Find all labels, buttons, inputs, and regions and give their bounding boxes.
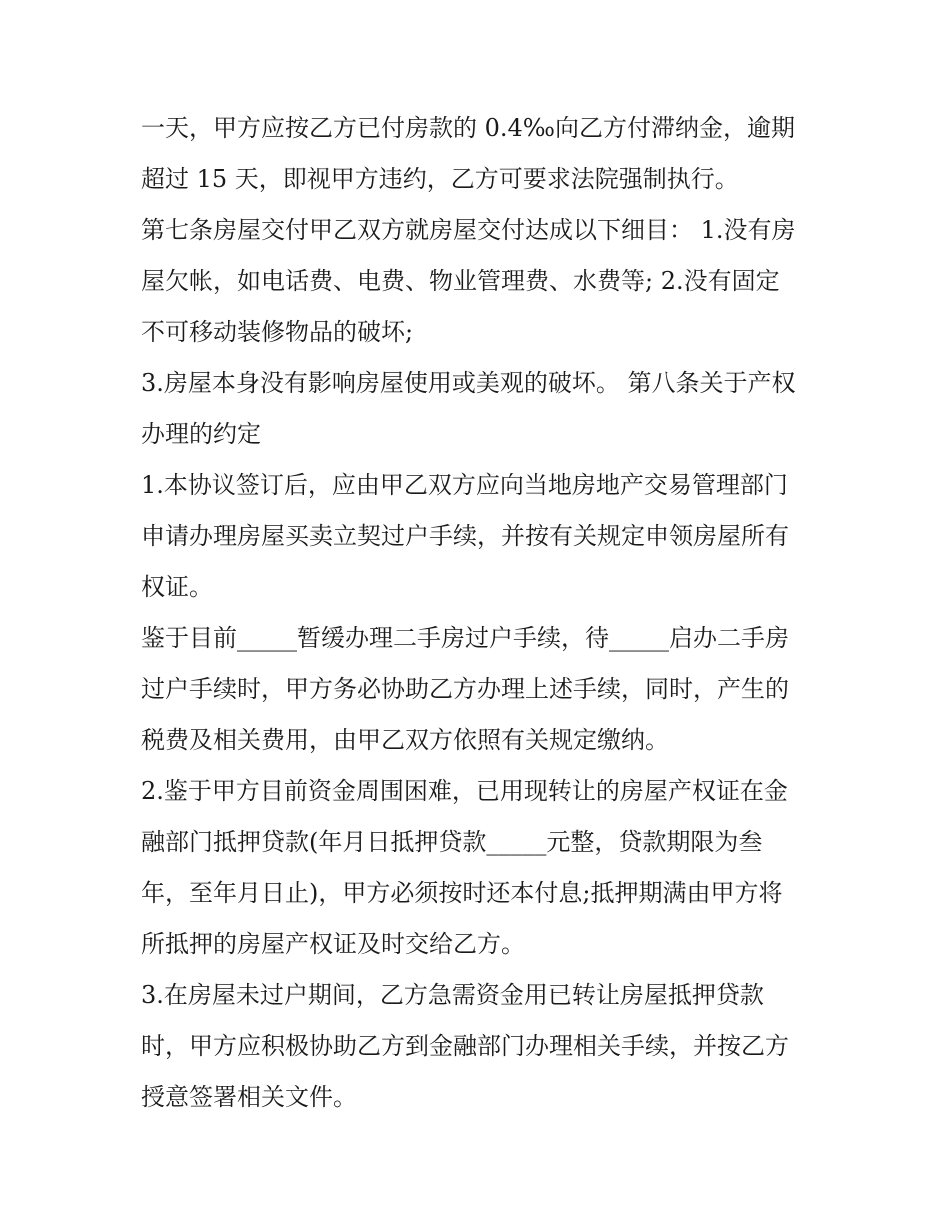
text-line: 不可移动装修物品的破坏;: [141, 318, 414, 346]
text-line: 年，至年月日止)，甲方必须按时还本付息;抵押期满由甲方将: [141, 879, 783, 907]
text-line: 所抵押的房屋产权证及时交给乙方。: [141, 930, 525, 958]
text-line: 办理的约定: [141, 420, 261, 448]
text-line: 2.鉴于甲方目前资金周围困难，已用现转让的房屋产权证在金: [141, 777, 788, 805]
text-line: 融部门抵押贷款(年月日抵押贷款_____元整，贷款期限为叁: [141, 828, 763, 856]
text-line: 第七条房屋交付甲乙双方就房屋交付达成以下细目： 1.没有房: [141, 216, 796, 244]
text-line: 鉴于目前_____暂缓办理二手房过户手续，待_____启办二手房: [141, 624, 789, 652]
document-body: [141, 103, 821, 1123]
text-line: 授意签署相关文件。: [141, 1083, 357, 1111]
text-line: 3.房屋本身没有影响房屋使用或美观的破坏。 第八条关于产权: [141, 369, 796, 397]
text-line: 过户手续时，甲方务必协助乙方办理上述手续，同时，产生的: [141, 675, 789, 703]
text-line: 一天，甲方应按乙方已付房款的 0.4‰向乙方付滞纳金，逾期: [141, 114, 795, 142]
text-line: 3.在房屋未过户期间，乙方急需资金用已转让房屋抵押贷款: [141, 981, 764, 1009]
text-line: 申请办理房屋买卖立契过户手续，并按有关规定申领房屋所有: [141, 522, 789, 550]
text-line: 1.本协议签订后，应由甲乙双方应向当地房地产交易管理部门: [141, 471, 788, 499]
text-line: 超过 15 天，即视甲方违约，乙方可要求法院强制执行。: [141, 165, 739, 193]
text-line: 权证。: [141, 573, 213, 601]
text-line: 屋欠帐，如电话费、电费、物业管理费、水费等; 2.没有固定: [141, 267, 780, 295]
text-line: 税费及相关费用，由甲乙双方依照有关规定缴纳。: [141, 726, 669, 754]
text-line: 时，甲方应积极协助乙方到金融部门办理相关手续，并按乙方: [141, 1032, 789, 1060]
